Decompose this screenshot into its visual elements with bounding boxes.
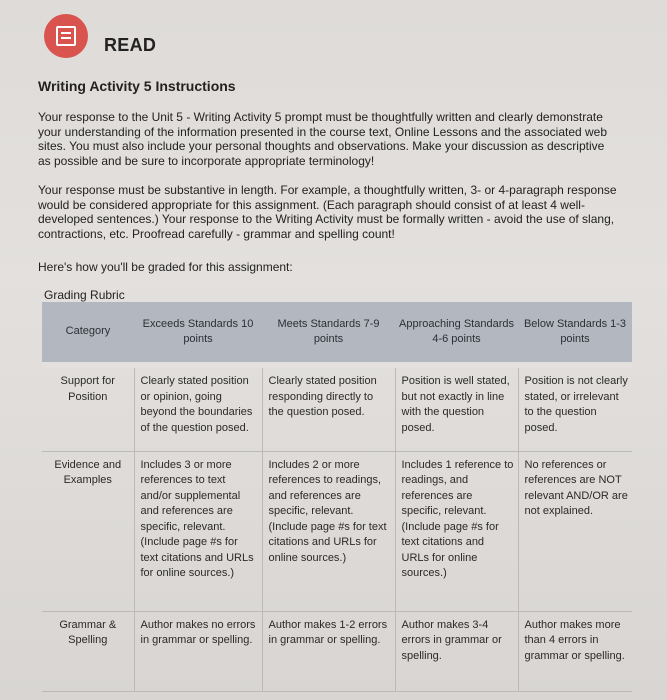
book-icon [56, 26, 76, 46]
table-row [42, 451, 632, 611]
page-title: Writing Activity 5 Instructions [38, 78, 236, 94]
read-badge [44, 14, 88, 58]
rubric-label: Grading Rubric [44, 288, 125, 302]
rubric-cell: Includes 1 reference to readings, and references are specific, relevant. (Include page #s for text citations and URLs for online sources.) [395, 451, 518, 611]
rubric-cell: Author makes 3-4 errors in grammar or spelling. [395, 611, 518, 691]
rubric-cell: Clearly stated position responding directly to the question posed. [262, 365, 395, 451]
row-category: Grammar & Spelling [42, 611, 134, 691]
rubric-cell: Includes 3 or more references to text and/or supplemental and references are specific, relevant. (Include page #s for text citations and URLs for online sources.) [134, 451, 262, 611]
instructions-paragraph-2: Your response must be substantive in length. For example, a thoughtfully written, 3- or 4-paragraph response would be considered appropriate for this assignment. (Each paragraph should consist of at least 4 well-developed sentences.) Your response to the Writing Activity must be formally written - avoid the use of slang, contractions, etc. Proofread carefully - grammar and spelling count! [38, 183, 617, 241]
rubric-cell: Clearly stated position or opinion, going beyond the boundaries of the question posed. [134, 365, 262, 451]
header-meets: Meets Standards 7-9 points [262, 302, 395, 365]
header-approaching: Approaching Standards 4-6 points [395, 302, 518, 365]
rubric-cell: Author makes no errors in grammar or spelling. [134, 611, 262, 691]
rubric-cell: Author makes 1-2 errors in grammar or spelling. [262, 611, 395, 691]
grading-intro: Here's how you'll be graded for this assignment: [38, 260, 293, 274]
rubric-header-row [42, 302, 632, 365]
rubric-cell: Position is not clearly stated, or irrelevant to the question posed. [518, 365, 632, 451]
table-row [42, 365, 632, 451]
table-row [42, 611, 632, 691]
row-category: Evidence and Examples [42, 451, 134, 611]
grading-rubric-table [42, 302, 632, 692]
rubric-cell: Author makes more than 4 errors in grammar or spelling. [518, 611, 632, 691]
rubric-cell: Position is well stated, but not exactly in line with the question posed. [395, 365, 518, 451]
header-below: Below Standards 1-3 points [518, 302, 632, 365]
header-exceeds: Exceeds Standards 10 points [134, 302, 262, 365]
instructions-paragraph-1: Your response to the Unit 5 - Writing Activity 5 prompt must be thoughtfully written and clearly demonstrate your understanding of the information presented in the course text, Online Lessons and the associated web sites. You must also include your personal thoughts and observations. Make your discussion as descriptive as possible and be sure to incorporate appropriate terminology! [38, 110, 608, 168]
rubric-cell: Includes 2 or more references to readings, and references are specific, relevant. (Include page #s for text citations and URLs for online sources.) [262, 451, 395, 611]
read-label: READ [104, 35, 157, 55]
row-category: Support for Position [42, 365, 134, 451]
rubric-cell: No references or references are NOT relevant AND/OR are not explained. [518, 451, 632, 611]
header-category: Category [42, 302, 134, 365]
